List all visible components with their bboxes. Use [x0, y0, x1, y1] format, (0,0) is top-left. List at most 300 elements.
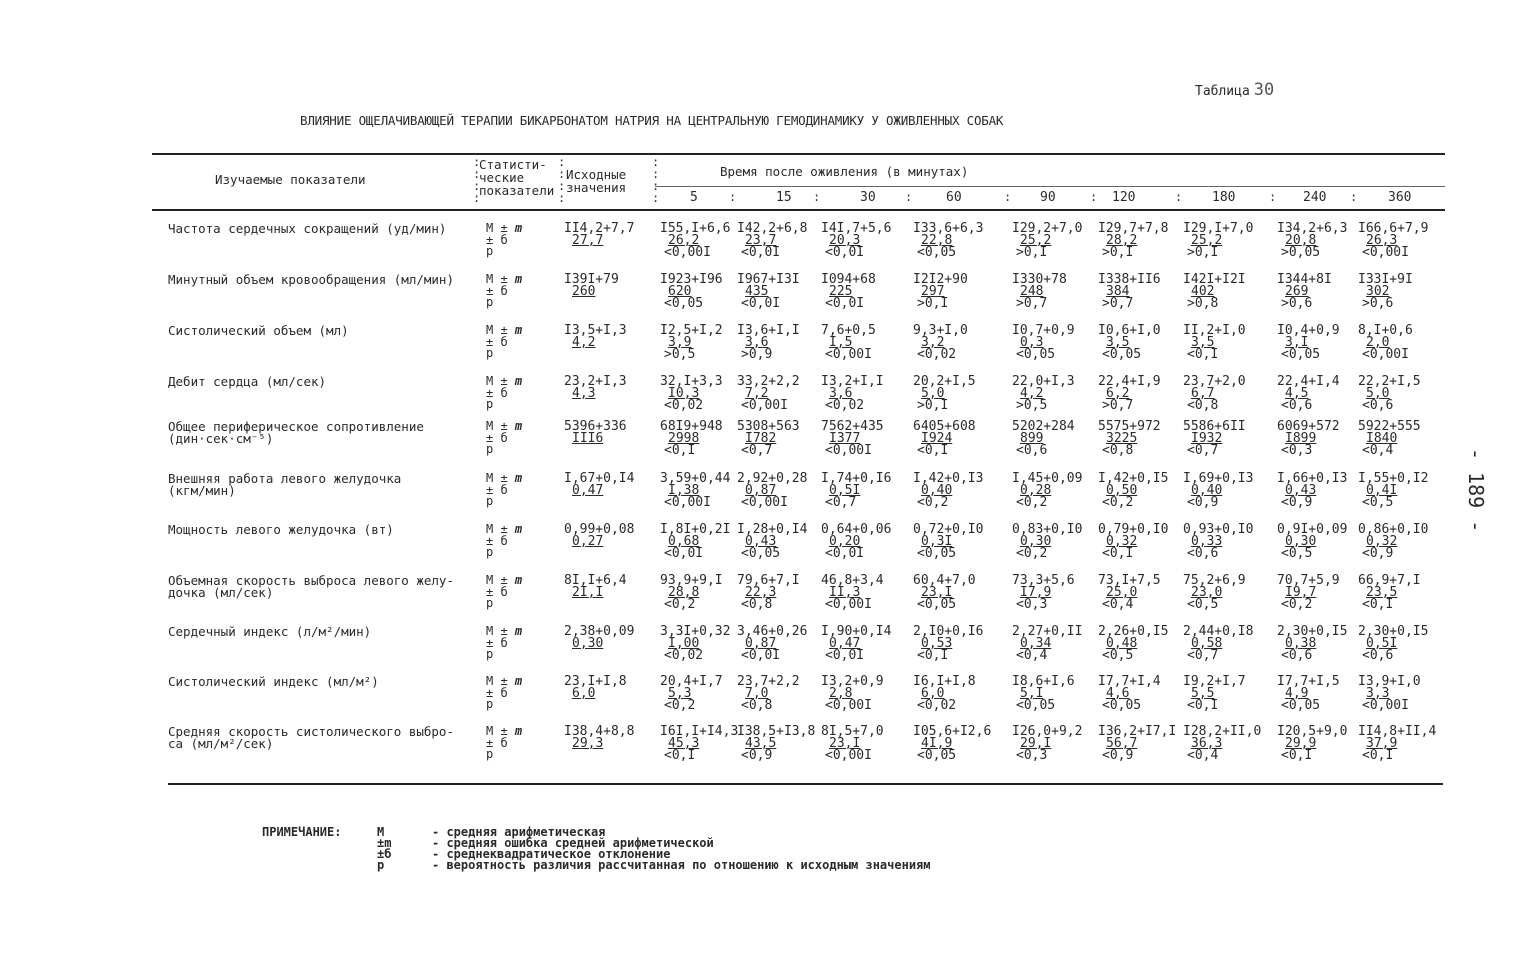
initial-value [564, 376, 664, 400]
stat-error-symbol: m [514, 522, 523, 536]
note-symbol: ±m [377, 836, 392, 850]
cell-sigma: 0,5I [1366, 636, 1398, 651]
cell-sigma: 0,87 [745, 636, 777, 651]
cell-mean: 73,I+7,5 [1098, 573, 1161, 588]
cell-sigma: 0,30 [1285, 534, 1317, 549]
cell-mean: I7,7+I,5 [1277, 674, 1340, 689]
cell-sigma: 5,0 [921, 386, 945, 401]
minute-separator: : [905, 190, 913, 204]
cell-mean: I34,2+6,3 [1277, 221, 1348, 236]
stat-mean-line: M ± m [486, 724, 523, 738]
cell-sigma: 29,I [1020, 736, 1052, 751]
cell-sigma: I932 [1191, 431, 1223, 446]
cell-mean: 2,92+0,28 [737, 471, 808, 486]
bottom-rule [168, 783, 1443, 785]
initial-sigma: 260 [572, 284, 596, 299]
cell-mean: I4I,7+5,6 [821, 221, 892, 236]
note-text: - средняя арифметическая [432, 825, 606, 839]
cell-sigma: 0,43 [745, 534, 777, 549]
row-label [168, 676, 478, 688]
cell-mean: I330+78 [1012, 272, 1067, 287]
cell-sigma: 0,3I [921, 534, 953, 549]
minute-separator: : [729, 190, 737, 204]
cell-p: <0,7 [1187, 443, 1219, 458]
header-initial-line2: значения [566, 180, 627, 195]
cell-p: <0,02 [825, 398, 865, 413]
cell-sigma: I377 [829, 431, 861, 446]
value-cell-360 [1358, 473, 1458, 509]
cell-p: <0,0I [825, 546, 865, 561]
value-cell-60 [913, 626, 1013, 662]
cell-sigma: I782 [745, 431, 777, 446]
row-label-line: Систолический индекс (мл/м²) [168, 674, 379, 689]
cell-mean: 8,I+0,6 [1358, 323, 1413, 338]
row-stat-symbols [486, 676, 522, 711]
stat-sigma-line: ± б [486, 232, 508, 247]
cell-sigma: 0,5I [829, 483, 861, 498]
cell-p: <0,2 [664, 597, 696, 612]
cell-p: <0,5 [1362, 495, 1394, 510]
cell-p: <0,6 [1281, 648, 1313, 663]
value-cell-360 [1358, 223, 1458, 259]
initial-value [564, 325, 664, 349]
page-number: - 189 - [1464, 448, 1488, 533]
value-cell-60 [913, 325, 1013, 361]
minute-header-180: 180 [1212, 190, 1236, 205]
minute-header-360: 360 [1388, 190, 1412, 205]
cell-p: <0,00I [741, 495, 788, 510]
cell-sigma: 29,9 [1285, 736, 1317, 751]
cell-p: <0,00I [664, 245, 711, 260]
initial-mean: 2,38+0,09 [564, 624, 635, 639]
value-cell-60 [913, 421, 1013, 457]
note-text: - средняя ошибка средней арифметической [432, 836, 714, 850]
value-cell-90 [1012, 274, 1112, 310]
cell-sigma: 4,5 [1285, 386, 1309, 401]
header-separator-mid: : : : : [558, 155, 566, 205]
header-initial [566, 168, 626, 194]
cell-sigma: 28,8 [668, 585, 700, 600]
cell-mean: 0,9I+0,09 [1277, 522, 1348, 537]
cell-mean: I3,9+I,0 [1358, 674, 1421, 689]
cell-p: <0,02 [664, 398, 704, 413]
cell-p: >0,7 [1102, 398, 1134, 413]
cell-sigma: 3,5 [1106, 335, 1130, 350]
cell-sigma: 6,2 [1106, 386, 1130, 401]
cell-mean: 79,6+7,I [737, 573, 800, 588]
cell-sigma: I7,9 [1020, 585, 1052, 600]
initial-sigma: 29,3 [572, 736, 604, 751]
cell-mean: I38,5+I3,8 [737, 724, 816, 739]
cell-mean: 0,83+0,I0 [1012, 522, 1083, 537]
cell-mean: I7,7+I,4 [1098, 674, 1161, 689]
cell-sigma: 0,43 [1285, 483, 1317, 498]
cell-mean: 22,4+I,9 [1098, 374, 1161, 389]
row-label-line: Средняя скорость систолического выбро- [168, 724, 454, 739]
row-stat-symbols [486, 575, 522, 610]
cell-mean: 2,I0+0,I6 [913, 624, 984, 639]
stat-sigma-line: ± б [486, 685, 508, 700]
value-cell-360 [1358, 575, 1458, 611]
stat-p-line: p [486, 747, 494, 761]
initial-mean: 23,I+I,8 [564, 674, 627, 689]
cell-p: <0,2 [1016, 495, 1048, 510]
minute-header-15: 15 [776, 190, 792, 205]
row-label-line: Частота сердечных сокращений (уд/мин) [168, 221, 447, 236]
value-cell-180 [1183, 676, 1283, 712]
cell-mean: 93,9+9,I [660, 573, 723, 588]
cell-p: <0,02 [917, 347, 957, 362]
cell-mean: 0,79+0,I0 [1098, 522, 1169, 537]
cell-p: <0,05 [1281, 347, 1321, 362]
cell-p: <0,2 [664, 698, 696, 713]
initial-mean: 5396+336 [564, 419, 627, 434]
cell-mean: I967+I3I [737, 272, 800, 287]
cell-sigma: 0,58 [1191, 636, 1223, 651]
cell-p: <0,0I [825, 245, 865, 260]
cell-p: >0,I [1102, 245, 1134, 260]
minute-header-120: 120 [1112, 190, 1136, 205]
header-stats-line1: Статисти- [479, 157, 547, 172]
stat-p-line: p [486, 596, 494, 610]
row-label [168, 325, 478, 337]
cell-sigma: 402 [1191, 284, 1215, 299]
stat-mean-line: M ± m [486, 374, 523, 388]
row-label [168, 223, 478, 235]
value-cell-30 [821, 575, 921, 611]
value-cell-90 [1012, 726, 1112, 762]
value-cell-360 [1358, 325, 1458, 361]
stat-mean-line: M ± m [486, 624, 523, 638]
cell-sigma: 45,3 [668, 736, 700, 751]
stat-p-line: p [486, 647, 494, 661]
stat-error-symbol: m [514, 624, 523, 638]
cell-sigma: 7,0 [745, 686, 769, 701]
cell-p: <0,4 [1102, 597, 1134, 612]
cell-mean: I338+II6 [1098, 272, 1161, 287]
cell-mean: 6405+608 [913, 419, 976, 434]
row-label-line: Объемная скорость выброса левого желу- [168, 573, 454, 588]
initial-sigma: 0,27 [572, 534, 604, 549]
value-cell-180 [1183, 473, 1283, 509]
cell-mean: 6069+572 [1277, 419, 1340, 434]
cell-mean: 23,7+2,2 [737, 674, 800, 689]
cell-mean: 0,72+0,I0 [913, 522, 984, 537]
cell-mean: I,55+0,I2 [1358, 471, 1429, 486]
header-indicators: Изучаемые показатели [215, 172, 366, 187]
value-cell-60 [913, 575, 1013, 611]
cell-p: <0,6 [1187, 546, 1219, 561]
cell-mean: 68I9+948 [660, 419, 723, 434]
minute-header-240: 240 [1303, 190, 1327, 205]
cell-mean: 70,7+5,9 [1277, 573, 1340, 588]
row-label-line: Дебит сердца (мл/сек) [168, 374, 327, 389]
cell-p: <0,00I [825, 748, 872, 763]
cell-p: <0,5 [1102, 648, 1134, 663]
cell-mean: 0,93+0,I0 [1183, 522, 1254, 537]
row-label [168, 575, 478, 599]
minute-separator: : [1004, 190, 1012, 204]
cell-sigma: 22,8 [921, 233, 953, 248]
row-label-line: (кгм/мин) [168, 483, 236, 498]
row-label-line: (дин·сек·см⁻⁵) [168, 431, 274, 446]
initial-value [564, 473, 664, 497]
cell-p: <0,05 [917, 546, 957, 561]
value-cell-180 [1183, 524, 1283, 560]
cell-p: <0,05 [664, 296, 704, 311]
cell-sigma: 297 [921, 284, 945, 299]
cell-sigma: 26,3 [1366, 233, 1398, 248]
minute-separator: : [1175, 190, 1183, 204]
value-cell-180 [1183, 726, 1283, 762]
value-cell-30 [821, 274, 921, 310]
cell-sigma: 302 [1366, 284, 1390, 299]
cell-p: <0,05 [917, 245, 957, 260]
cell-sigma: I924 [921, 431, 953, 446]
cell-sigma: 37,9 [1366, 736, 1398, 751]
cell-sigma: 5,3 [668, 686, 692, 701]
value-cell-90 [1012, 325, 1112, 361]
value-cell-90 [1012, 676, 1112, 712]
minute-separator: : [1269, 190, 1277, 204]
cell-p: <0,4 [1187, 748, 1219, 763]
cell-mean: 5202+284 [1012, 419, 1075, 434]
value-cell-30 [821, 726, 921, 762]
cell-p: <0,2 [917, 495, 949, 510]
cell-mean: I8,6+I,6 [1012, 674, 1075, 689]
stat-error-symbol: m [514, 471, 523, 485]
cell-mean: I33I+9I [1358, 272, 1413, 287]
cell-p: >0,6 [1281, 296, 1313, 311]
cell-sigma: 43,5 [745, 736, 777, 751]
row-label-line: Систолический объем (мл) [168, 323, 349, 338]
initial-sigma: 4,2 [572, 335, 596, 350]
cell-p: <0,02 [664, 648, 704, 663]
stat-mean-line: M ± m [486, 471, 523, 485]
cell-p: >0,5 [1016, 398, 1048, 413]
cell-sigma: 4,6 [1106, 686, 1130, 701]
stat-p-line: p [486, 244, 494, 258]
cell-mean: I2I2+90 [913, 272, 968, 287]
cell-sigma: 28,2 [1106, 233, 1138, 248]
cell-p: >0,I [1016, 245, 1048, 260]
cell-sigma: 0,87 [745, 483, 777, 498]
cell-mean: 22,0+I,3 [1012, 374, 1075, 389]
cell-sigma: 36,3 [1191, 736, 1223, 751]
header-separator-right: : : : : [652, 155, 660, 205]
row-label-line: са (мл/м²/сек) [168, 736, 274, 751]
cell-sigma: 5,5 [1191, 686, 1215, 701]
cell-p: <0,0I [825, 296, 865, 311]
cell-p: <0,00I [741, 398, 788, 413]
cell-sigma: 0,28 [1020, 483, 1052, 498]
note-symbol: ±б [377, 847, 392, 861]
value-cell-30 [821, 223, 921, 259]
cell-mean: I344+8I [1277, 272, 1332, 287]
cell-sigma: 3,9 [668, 335, 692, 350]
cell-sigma: 23,7 [745, 233, 777, 248]
cell-mean: I05,6+I2,6 [913, 724, 992, 739]
cell-sigma: 0,40 [1191, 483, 1223, 498]
row-stat-symbols [486, 524, 522, 559]
cell-p: <0,2 [1281, 597, 1313, 612]
initial-value [564, 575, 664, 599]
stat-error-symbol: m [514, 323, 523, 337]
cell-mean: 46,8+3,4 [821, 573, 884, 588]
top-rule [152, 153, 1445, 155]
cell-p: <0,05 [1016, 698, 1056, 713]
cell-p: <0,I [664, 748, 696, 763]
cell-mean: 60,4+7,0 [913, 573, 976, 588]
initial-mean: 0,99+0,08 [564, 522, 635, 537]
row-stat-symbols [486, 726, 522, 761]
cell-p: <0,05 [1102, 698, 1142, 713]
cell-sigma: 6,7 [1191, 386, 1215, 401]
cell-mean: 32,I+3,3 [660, 374, 723, 389]
cell-sigma: 25,2 [1191, 233, 1223, 248]
cell-p: <0,0I [741, 648, 781, 663]
initial-value [564, 524, 664, 548]
stat-sigma-line: ± б [486, 385, 508, 400]
cell-p: <0,00I [1362, 347, 1409, 362]
cell-p: <0,4 [1362, 443, 1394, 458]
cell-p: <0,8 [1187, 398, 1219, 413]
cell-mean: 5586+6II [1183, 419, 1246, 434]
cell-mean: I,42+0,I5 [1098, 471, 1169, 486]
stat-mean-line: M ± m [486, 272, 523, 286]
value-cell-60 [913, 376, 1013, 412]
cell-sigma: 0,68 [668, 534, 700, 549]
stat-error-symbol: m [514, 374, 523, 388]
stat-p-line: p [486, 442, 494, 456]
initial-sigma: 0,47 [572, 483, 604, 498]
cell-mean: 22,4+I,4 [1277, 374, 1340, 389]
cell-sigma: 23,0 [1191, 585, 1223, 600]
cell-p: >0,I [917, 398, 949, 413]
stat-sigma-line: ± б [486, 635, 508, 650]
table-label-text: Таблица [1195, 84, 1250, 99]
cell-mean: 7562+435 [821, 419, 884, 434]
cell-p: <0,0I [741, 296, 781, 311]
cell-p: <0,I [917, 443, 949, 458]
value-cell-30 [821, 524, 921, 560]
stat-sigma-line: ± б [486, 334, 508, 349]
cell-sigma: 0,32 [1366, 534, 1398, 549]
cell-mean: I,28+0,I4 [737, 522, 808, 537]
cell-mean: I,69+0,I3 [1183, 471, 1254, 486]
cell-sigma: II,3 [829, 585, 861, 600]
cell-sigma: 20,3 [829, 233, 861, 248]
stat-sigma-line: ± б [486, 533, 508, 548]
cell-mean: I,66+0,I3 [1277, 471, 1348, 486]
cell-mean: 3,46+0,26 [737, 624, 808, 639]
minute-separator: : [1090, 190, 1098, 204]
stat-mean-line: M ± m [486, 323, 523, 337]
note-symbol: p [377, 858, 385, 872]
cell-p: <0,3 [1281, 443, 1313, 458]
cell-p: <0,8 [1102, 443, 1134, 458]
table-title: ВЛИЯНИЕ ОЩЕЛАЧИВАЮЩЕЙ ТЕРАПИИ БИКАРБОНАТОМ НАТРИЯ НА ЦЕНТРАЛЬНУЮ ГЕМОДИНАМИКУ У ОЖИВЛЕННЫХ СОБАК [300, 113, 1004, 128]
initial-value [564, 626, 664, 650]
stat-mean-line: M ± m [486, 221, 523, 235]
note-label: ПРИМЕЧАНИЕ: [262, 825, 342, 839]
cell-sigma: 0,47 [829, 636, 861, 651]
stat-sigma-line: ± б [486, 482, 508, 497]
initial-mean: 8I,I+6,4 [564, 573, 627, 588]
value-cell-90 [1012, 376, 1112, 412]
cell-p: <0,05 [1102, 347, 1142, 362]
cell-p: <0,9 [741, 748, 773, 763]
cell-sigma: 3,5 [1191, 335, 1215, 350]
row-stat-symbols [486, 376, 522, 411]
initial-sigma: 27,7 [572, 233, 604, 248]
cell-p: <0,4 [1016, 648, 1048, 663]
cell-sigma: 0,48 [1106, 636, 1138, 651]
initial-value [564, 676, 664, 700]
stat-sigma-line: ± б [486, 735, 508, 750]
row-label [168, 626, 478, 638]
initial-mean: II4,2+7,7 [564, 221, 635, 236]
value-cell-180 [1183, 325, 1283, 361]
row-stat-symbols [486, 274, 522, 309]
cell-p: >0,7 [1102, 296, 1134, 311]
cell-mean: I3,6+I,I [737, 323, 800, 338]
cell-p: <0,9 [1362, 546, 1394, 561]
cell-p: <0,0I [825, 648, 865, 663]
cell-p: <0,I [664, 443, 696, 458]
cell-mean: 22,2+I,5 [1358, 374, 1421, 389]
value-cell-30 [821, 376, 921, 412]
cell-mean: I,90+0,I4 [821, 624, 892, 639]
cell-mean: I3,2+I,I [821, 374, 884, 389]
minute-header-5: 5 [690, 190, 698, 205]
table-label [1195, 80, 1274, 100]
value-cell-90 [1012, 473, 1112, 509]
cell-mean: I28,2+II,0 [1183, 724, 1262, 739]
cell-sigma: I9,7 [1285, 585, 1317, 600]
cell-mean: 3,3I+0,32 [660, 624, 731, 639]
cell-p: <0,2 [1016, 546, 1048, 561]
cell-sigma: 3,3 [1366, 686, 1390, 701]
cell-p: >0,5 [664, 347, 696, 362]
cell-sigma: 0,50 [1106, 483, 1138, 498]
cell-sigma: 620 [668, 284, 692, 299]
cell-mean: I0,4+0,9 [1277, 323, 1340, 338]
value-cell-60 [913, 223, 1013, 259]
cell-p: <0,8 [741, 698, 773, 713]
value-cell-360 [1358, 376, 1458, 412]
cell-mean: 5308+563 [737, 419, 800, 434]
cell-sigma: 435 [745, 284, 769, 299]
stat-mean-line: M ± m [486, 674, 523, 688]
value-cell-180 [1183, 626, 1283, 662]
minute-separator: : [1350, 190, 1358, 204]
cell-sigma: 0,38 [1285, 636, 1317, 651]
initial-mean: I38,4+8,8 [564, 724, 635, 739]
cell-mean: I36,2+I7,I [1098, 724, 1177, 739]
cell-sigma: 23,5 [1366, 585, 1398, 600]
cell-p: <0,05 [1281, 698, 1321, 713]
initial-value [564, 421, 664, 445]
stat-error-symbol: m [514, 724, 523, 738]
cell-mean: I,8I+0,2I [660, 522, 731, 537]
cell-p: <0,00I [825, 698, 872, 713]
cell-mean: I0,6+I,0 [1098, 323, 1161, 338]
header-stats-line2: ческие [479, 170, 525, 185]
row-label [168, 421, 478, 445]
row-label [168, 376, 478, 388]
cell-mean: I094+68 [821, 272, 876, 287]
